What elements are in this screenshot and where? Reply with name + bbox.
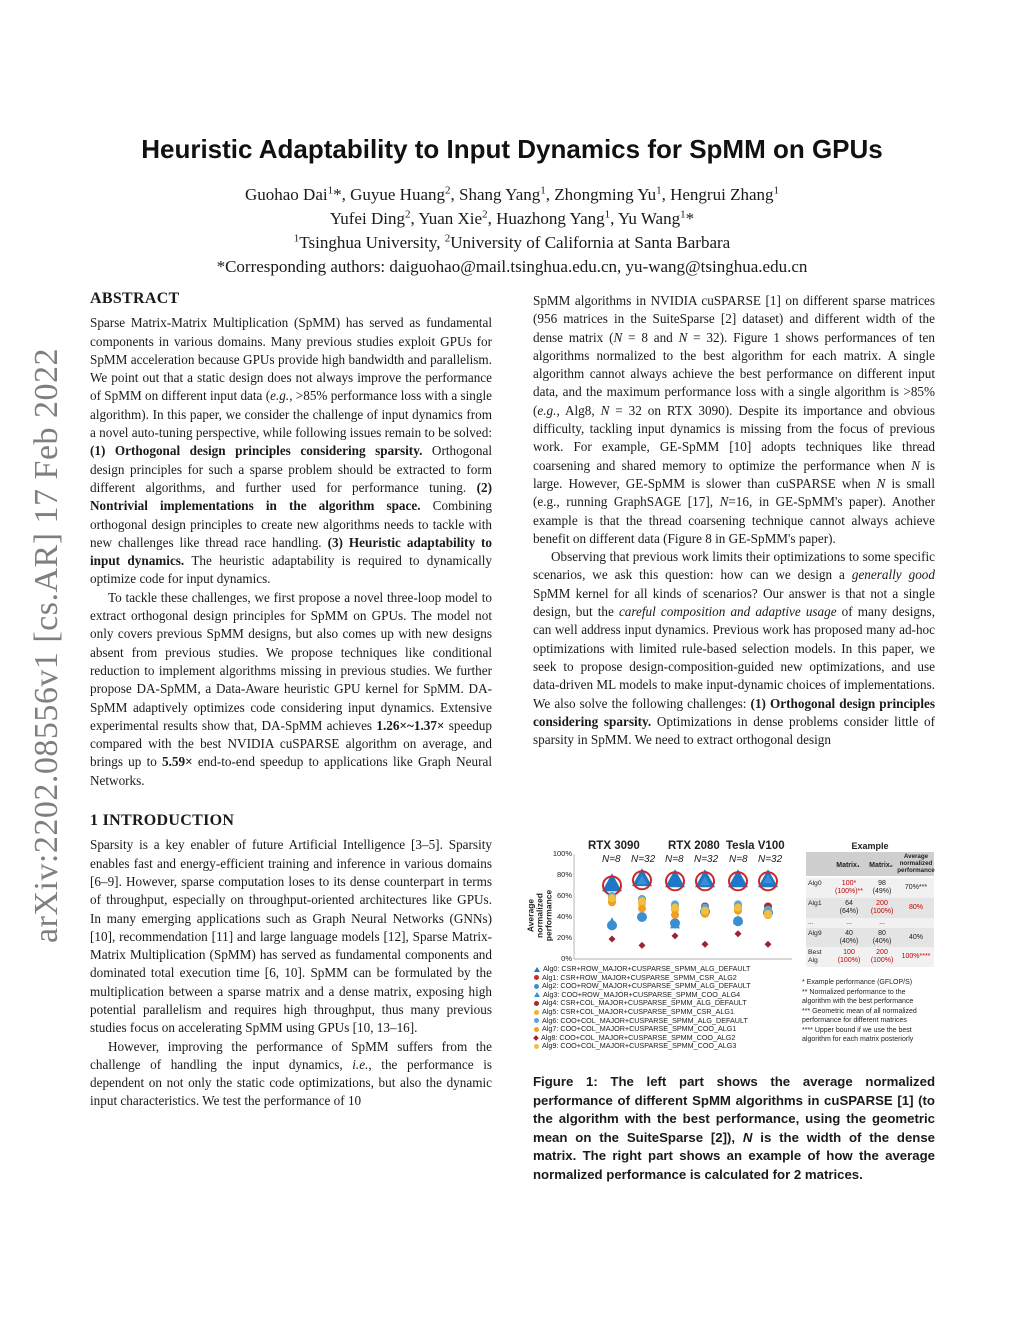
figure-1-caption: Figure 1: The left part shows the average normalized performance of different SpMM algorithms in cuSPARSE [1] (to the algorithm with the best performance, using the geometric mean on the SuiteSparse [2]), N is the width of the dense matrix. The right part shows an example of how the average normalized performance is calculated for 2 matrices. (533, 1074, 936, 1182)
mark-alg9-3 (701, 907, 709, 915)
example-cell: (100%) (837, 957, 861, 964)
legend-item (534, 998, 751, 1007)
mark-alg8-0 (609, 936, 616, 943)
example-header-avg: Average normalized performance (897, 853, 935, 874)
example-cell: Alg1 (808, 900, 822, 907)
example-note: *** Geometric mean of all normalized performance for different matrices (802, 1007, 917, 1024)
legend-label: Alg9: COO+COL_MAJOR+CUSPARSE_SPMM_COO_ALG3 (542, 1041, 737, 1051)
abstract-paragraph-1: Sparse Matrix-Matrix Multiplication (SpMM) has served as fundamental components in various domains. Many previous studies exploit GPUs for SpMM acceleration because GPUs provide high bandwidth and parallelism. We point out that a static design does not always improve the performance of SpMM on different input data (e.g., >85% performance loss with a single algorithm). In this paper, we consider the challenge of input dynamics from a novel auto-tuning perspective, while following issues remain to be solved: (1) Orthogonal design principles considering sparsity. Orthogonal design principles for such a sparse problem should be extracted to form different algorithms, and further used for performance tuning. (2) Nontrivial implementations in the algorithm space. Combining orthogonal design principles to create new algorithms needs to tackle with new challenges like thread race handling. (3) Heuristic adaptability to input dynamics. The heuristic adaptability is required to dynamically optimize code for input dynamics. (90, 315, 492, 587)
legend-item (534, 1016, 751, 1025)
mark-alg7-2 (671, 911, 679, 919)
example-cell: 100* (841, 880, 857, 887)
example-cell: ... (808, 919, 814, 926)
gpu-title-teslav100: Tesla V100 (726, 840, 785, 852)
legend-item (534, 1041, 751, 1050)
example-cell: ... (879, 919, 885, 926)
example-title: Example (851, 841, 889, 851)
y-tick: 0% (561, 954, 572, 963)
example-cell: 200 (876, 949, 888, 956)
example-cell: 64 (845, 900, 853, 907)
legend-label: Alg7: COO+COL_MAJOR+CUSPARSE_SPMM_COO_ALG1 (542, 1024, 737, 1034)
example-notes (802, 978, 934, 1045)
intro-paragraph-2: However, improving the performance of SpMM suffers from the challenge of handling the input dynamics, i.e., the performance is dependent on not only the static code optimizations, but also the dynamic input characteristics. We test the performance of 10 (90, 1038, 492, 1109)
legend-swatch (534, 1018, 539, 1023)
mark-alg8-3 (702, 941, 709, 948)
intro-paragraph-1: Sparsity is a key enabler of future Artificial Intelligence [3–5]. Sparsity enables fast and energy-efficient training and inference in various domains [6–9]. However, sparse computation loses to its dense counterpart in terms of throughput, especially on throughput-oriented architectures like GPUs. In many emerging applications such as Graph Neural Networks (GNNs)[10], recommendation [11] and large language models [12], Sparse Matrix-Matrix Multiplication (SpMM) has served as fundamental components and dominated total execution time [6, 10]. SpMM can be formulated by the multiplication between a sparse matrix and a dense matrix, exposing high potential parallelism and requires high throughput, thus many previous studies focus on accelerating SpMM using GPUs [10, 13–16]. (90, 837, 492, 1036)
example-cell: 80 (878, 930, 886, 937)
example-note: ** Normalized performance to the algorithm with the best performance (802, 988, 914, 1005)
example-cell: (100%)** (834, 888, 863, 895)
example-note: * Example performance (GFLOP/S) (802, 979, 913, 986)
legend-swatch (533, 1035, 539, 1041)
y-tick: 60% (556, 891, 572, 900)
legend-swatch (534, 984, 539, 989)
y-tick: 40% (556, 912, 572, 921)
n-label: N=32 (758, 854, 783, 865)
legend-label: Alg3: COO+ROW_MAJOR+CUSPARSE_SPMM_COO_ALG4 (543, 989, 741, 999)
author-line-2: Yufei Ding$^2$, Yuan Xie$^2$, Huazhong Yang$^1$, Yu Wang$^1$* (329, 208, 695, 228)
n-label: N=32 (694, 854, 719, 865)
figure-1 (525, 838, 940, 1058)
mark-alg9-4 (734, 904, 742, 912)
example-cell: Alg0 (808, 880, 822, 887)
legend-label: Alg5: CSR+COL_MAJOR+CUSPARSE_SPMM_CSR_ALG1 (542, 1006, 734, 1016)
chart-marks (602, 868, 778, 949)
legend-item (534, 1024, 751, 1033)
legend-label: Alg1: CSR+ROW_MAJOR+CUSPARSE_SPMM_CSR_ALG2 (542, 972, 737, 982)
example-cell: (64%) (839, 908, 859, 915)
author-line-1: Guohao Dai$^1$*, Guyue Huang$^2$, Shang Yang$^1$, Zhongming Yu$^1$, Hengrui Zhang$^1$ (244, 184, 779, 204)
abstract-paragraph-2: To tackle these challenges, we first propose a novel three-loop model to extract orthogonal design principles for SpMM on GPUs. The model not only covers previous SpMM designs, but also comes up with new designs absent from previous studies. We propose techniques like conditional reduction to implement algorithms missing in previous studies. We further propose DA-SpMM, a Data-Aware heuristic GPU kernel for SpMM. DA-SpMM adaptively optimizes code considering input dynamics. Extensive experimental results show that, DA-SpMM achieves 1.26×~1.37× speedup compared with the best NVIDIA cuSPARSE algorithm on average, and brings up to 5.59× end-to-end speedup to applications like Graph Neural Networks. (90, 589, 492, 788)
mark-alg8-1 (639, 942, 646, 949)
mark-alg9-5 (764, 910, 772, 918)
example-cell: (100%) (870, 957, 894, 964)
example-cell: 40 (845, 930, 853, 937)
paper-title: Heuristic Adaptability to Input Dynamics for SpMM on GPUs (141, 134, 883, 164)
mark-alg3-0 (607, 917, 617, 926)
example-cell: 100 (843, 949, 855, 956)
legend-swatch (534, 975, 539, 980)
y-axis-label: Average normalized performance (525, 889, 554, 942)
example-note: **** Upper bound if we use the best algorithm for each matrix posteriorly (802, 1026, 914, 1043)
y-tick: 80% (556, 870, 572, 879)
introduction-heading: 1 INTRODUCTION (90, 812, 235, 830)
legend-swatch (534, 1027, 539, 1032)
example-cell: ... (846, 919, 852, 926)
mark-alg9-1 (638, 897, 646, 905)
legend-label: Alg4: CSR+COL_MAJOR+CUSPARSE_SPMM_ALG_DEFAULT (542, 998, 747, 1008)
mark-alg7-1 (638, 905, 646, 913)
arxiv-identifier: arXiv:2202.08556v1 [cs.AR] 17 Feb 2022 (28, 347, 65, 943)
legend-item (534, 1033, 751, 1042)
legend-label: Alg2: COO+ROW_MAJOR+CUSPARSE_SPMM_ALG_DEFAULT (542, 981, 751, 991)
example-cell: 98 (878, 880, 886, 887)
y-tick: 20% (556, 933, 572, 942)
n-label: N=8 (602, 854, 621, 865)
y-tick: 100% (552, 849, 572, 858)
example-header-m1: Matrix₁ (836, 862, 860, 869)
example-cell: 100%**** (901, 953, 931, 960)
example-cell: 80% (908, 904, 923, 911)
example-cell: 40% (908, 934, 923, 941)
legend-swatch (534, 1044, 539, 1049)
mark-alg9-2 (671, 904, 679, 912)
example-cell: (40%) (839, 938, 859, 945)
example-header-m2: Matrix₂ (869, 862, 893, 869)
abstract-heading: ABSTRACT (90, 290, 180, 307)
mark-alg8-2 (672, 932, 679, 939)
mark-alg2-1 (637, 912, 647, 922)
mark-alg8-4 (735, 930, 742, 937)
n-label: N=8 (665, 854, 684, 865)
example-cell: (49%) (872, 888, 892, 895)
example-cell: 70%*** (904, 884, 928, 891)
legend-label: Alg0: CSR+ROW_MAJOR+CUSPARSE_SPMM_ALG_DEFAULT (543, 964, 751, 973)
example-cell: Best Alg (808, 949, 822, 964)
legend-item (534, 990, 751, 999)
mark-alg9-0 (608, 894, 616, 902)
legend-swatch (534, 1001, 539, 1006)
right-paragraph-2: Observing that previous work limits their optimizations to some specific scenarios, we ask this question: how can we design a generally good SpMM kernel for all kinds of scenarios? Our answer is that not a single design, but the careful composition and adaptive usage of many designs, can well address input dynamics. Previous work has proposed many ad-hoc optimizations with limited rule-based selection models. In this paper, we seek to propose design-composition-guided new optimizations, and use data-driven ML models to make input-dynamic choices of implementations. We also solve the following challenges: (1) Orthogonal design principles considering sparsity. Optimizations in dense problems consider little of sparsity in SpMM. We need to extract orthogonal design (533, 549, 935, 748)
example-cell: (40%) (872, 938, 892, 945)
chart-legend (534, 964, 751, 1050)
legend-item (534, 1007, 751, 1016)
legend-item (534, 981, 751, 990)
mark-alg8-5 (765, 941, 772, 948)
legend-item (534, 964, 751, 973)
example-cell: Alg9 (808, 930, 822, 937)
right-paragraph-1: SpMM algorithms in NVIDIA cuSPARSE [1] on different sparse matrices (956 matrices in the SuiteSparse [2] dataset) and different width of the dense matrix (N = 8 and N = 32). Figure 1 shows performances of ten algorithms normalized to the best algorithm for each matrix. A single algorithm cannot always achieve the best performance on different input data, and the maximum performance loss with a single algorithm is >85% (e.g., Alg8, N = 32 on RTX 3090). Despite its importance and obvious difficulty, tackling input dynamics is missing from the focus of previous work. For example, GE-SpMM [10] adopts techniques like thread coarsening and shared memory to optimize the performance when N is large. However, GE-SpMM is slower than cuSPARSE when N is small (e.g., running GraphSAGE [17], N=16, in GE-SpMM's paper). Another example is that the thread coarsening technique cannot always achieve benefit on different data (Figure 8 in GE-SpMM's paper). (533, 293, 936, 546)
scatter-plot (530, 838, 795, 963)
legend-item (534, 973, 751, 982)
left-column (90, 290, 492, 1111)
example-cell: (100%) (870, 908, 894, 915)
legend-swatch (534, 967, 540, 972)
affiliations: $^1$Tsinghua University, $^2$University of California at Santa Barbara (293, 232, 731, 252)
n-label: N=8 (729, 854, 748, 865)
example-cell: 200 (876, 900, 888, 907)
gpu-title-rtx3090: RTX 3090 (588, 840, 640, 852)
legend-swatch (534, 992, 540, 997)
corresponding-authors: *Corresponding authors: daiguohao@mail.tsinghua.edu.cn, yu-wang@tsinghua.edu.cn (216, 257, 808, 276)
gpu-title-rtx2080: RTX 2080 (668, 840, 720, 852)
legend-label: Alg6: COO+COL_MAJOR+CUSPARSE_SPMM_ALG_DEFAULT (542, 1015, 748, 1025)
legend-label: Alg8: COO+COL_MAJOR+CUSPARSE_SPMM_COO_ALG2 (541, 1032, 736, 1042)
right-column (533, 292, 935, 749)
legend-swatch (534, 1010, 539, 1015)
n-label: N=32 (631, 854, 656, 865)
